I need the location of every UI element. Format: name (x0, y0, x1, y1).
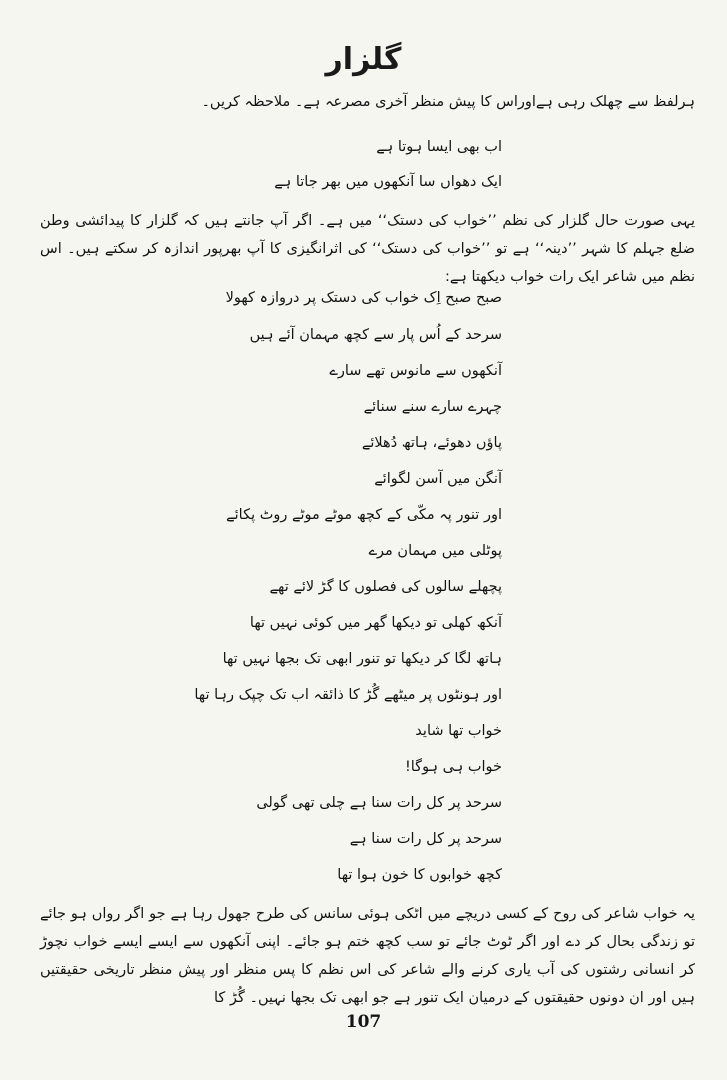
running-header: گلزار (325, 42, 402, 77)
poem-line: سرحد کے اُس پار سے کچھ مہمان آئے ہیں (249, 327, 502, 343)
poem-line: پوٹلی میں مہمان مرے (368, 543, 502, 559)
poem-line: ہاتھ لگا کر دیکھا تو تنور ابھی تک بجھا نہیں تھا (222, 651, 502, 667)
poem-line: آنکھوں سے مانوس تھے سارے (329, 363, 502, 379)
poem-line: چہرے سارے سنے سنائے (363, 399, 502, 415)
couplet-line-2: ایک دھواں سا آنکھوں میں بھر جاتا ہے (274, 174, 502, 190)
poem-line: سرحد پر کل رات سنا ہے چلی تھی گولی (256, 795, 502, 811)
poem-line: صبح صبح اِک خواب کی دستک پر دروازہ کھولا (225, 290, 502, 306)
poem-line: پچھلے سالوں کی فصلوں کا گڑ لائے تھے (269, 579, 502, 595)
poem-line: کچھ خوابوں کا خون ہوا تھا (337, 867, 502, 883)
poem-line: آنکھ کھلی تو دیکھا گھر میں کوئی نہیں تھا (249, 615, 502, 631)
paragraph-2: یہ خواب شاعر کی روح کے کسی دریچے میں اٹکی ہوئی سانس کی طرح جھول رہا ہے جو اگر رواں ہو جائے تو زندگی بحال کر دے اور اگر ٹوٹ جائے تو سب کچھ ختم ہو جائے۔ اپنی آنکھوں سے ایسے ایسے خواب نچوڑ کر انسانی رشتوں کی آب یاری کرنے والے شاعر کی اس نظم کا پس منظر اور پیش منظر تاریخی حقیقتیں ہیں اور ان دونوں حقیقتوں کے درمیان ایک تنور ہے جو ابھی تک بجھا نہیں۔ گُڑ کا (40, 906, 695, 1006)
couplet-line-1: اب بھی ایسا ہوتا ہے (376, 139, 502, 155)
page-number: 107 (345, 1012, 382, 1032)
poem-line: اور ہونٹوں پر میٹھے گُڑ کا ذائقہ اب تک چپک رہا تھا (194, 687, 502, 703)
poem-line: خواب تھا شاید (415, 723, 502, 739)
poem-line: خواب ہی ہوگا! (404, 759, 502, 775)
poem-line: پاؤں دھوئے، ہاتھ دُھلائے (361, 435, 502, 451)
poem-line: اور تنور پہ مکّی کے کچھ موٹے موٹے روٹ پکائے (226, 507, 502, 523)
paragraph-1: یہی صورت حال گلزار کی نظم ’’خواب کی دستک‘‘ میں ہے۔ اگر آپ جانتے ہیں کہ گلزار کا پیدائشی وطن ضلع جہلم کا شہر ’’دینہ‘‘ ہے تو ’’خواب کی دستک‘‘ کی اثرانگیزی کا آپ بھرپور اندازہ کر سکتے ہیں۔ اس نظم میں شاعر ایک رات خواب دیکھتا ہے: (40, 213, 695, 285)
intro-line: ہرلفظ سے چھلک رہی ہےاوراس کا پیش منظر آخری مصرعہ ہے۔ ملاحظہ کریں۔ (201, 94, 695, 110)
poem-line: سرحد پر کل رات سنا ہے (349, 831, 502, 847)
poem-line: آنگن میں آسن لگوائے (374, 471, 502, 487)
